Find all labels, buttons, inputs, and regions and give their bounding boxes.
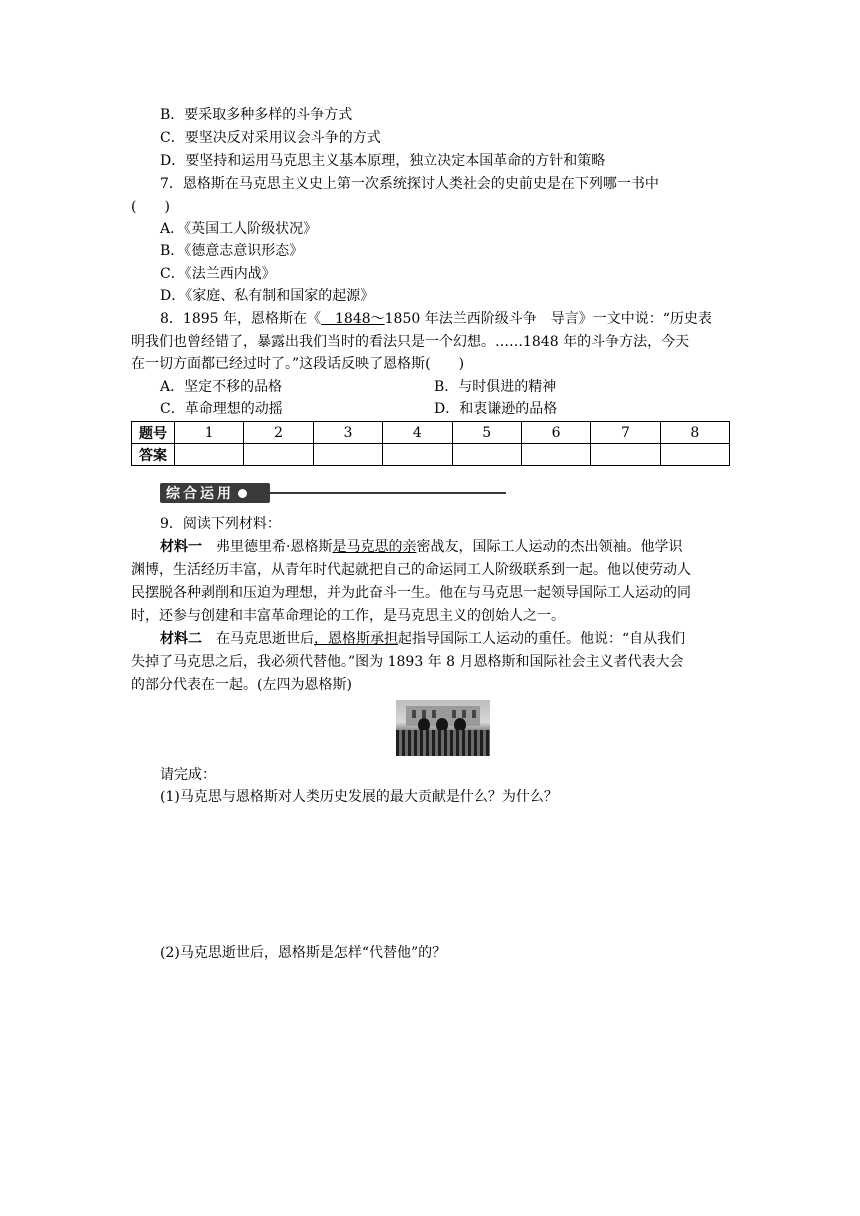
material-1-line4: 时，还参与创建和丰富革命理论的工作，是马克思主义的创始人之一。 [131, 608, 565, 624]
q7-option-b: B．《德意志意识形态》 [160, 243, 304, 259]
material-2-line1: 材料二 在马克思逝世后，恩格斯承担起指导国际工人运动的重任。他说：“自从我们 [160, 631, 686, 647]
section-divider [270, 492, 506, 494]
answer-table-number-row [132, 422, 730, 444]
q8-stem-line2: 明我们也曾经错了，暴露出我们当时的看法只是一个幻想。……1848 年的斗争方法，今天 [131, 334, 690, 350]
answer-cell[interactable] [383, 444, 452, 466]
task-prompt: 请完成： [160, 767, 216, 783]
section-banner [160, 483, 270, 503]
sub-question-2: (2)马克思逝世后，恩格斯是怎样“代替他”的？ [160, 945, 447, 961]
q8-option-a: A．坚定不移的品格 [160, 379, 283, 395]
table-number: 4 [383, 422, 452, 444]
answer-table-answer-row [132, 444, 730, 466]
material-1-line2: 渊博，生活经历丰富，从青年时代起就把自己的命运同工人阶级联系到一起。他以使劳动人 [131, 562, 691, 578]
q7-option-c: C．《法兰西内战》 [160, 266, 276, 282]
q6-option-c: C．要坚决反对采用议会斗争的方式 [160, 130, 381, 146]
q8-option-c: C．革命理想的动摇 [160, 401, 283, 417]
answer-cell[interactable] [660, 444, 729, 466]
q8-underlined: 1848～ [321, 311, 385, 327]
q6-option-b: B．要采取多种多样的斗争方式 [160, 107, 353, 123]
table-number: 6 [521, 422, 590, 444]
bullet-dot-icon [238, 489, 247, 498]
table-header-label: 题号 [132, 422, 175, 444]
table-number: 8 [660, 422, 729, 444]
answer-cell[interactable] [591, 444, 660, 466]
table-number: 2 [244, 422, 313, 444]
section-title: 综合运用 [166, 486, 234, 502]
q8-option-b: B．与时俱进的精神 [434, 379, 557, 395]
q7-answer-blank: ( ) [131, 199, 170, 215]
answer-cell[interactable] [313, 444, 382, 466]
table-number: 3 [313, 422, 382, 444]
table-number: 5 [452, 422, 521, 444]
answer-cell[interactable] [452, 444, 521, 466]
q7-option-d: D．《家庭、私有制和国家的起源》 [160, 288, 375, 304]
q6-option-d: D．要坚持和运用马克思主义基本原理，独立决定本国革命的方针和策略 [160, 153, 606, 169]
answer-cell[interactable] [175, 444, 244, 466]
answer-cell[interactable] [244, 444, 313, 466]
table-number: 1 [175, 422, 244, 444]
material-2-label: 材料二 [160, 631, 202, 647]
answer-table [131, 421, 730, 466]
q8-stem-line3: 在一切方面都已经过时了。”这段话反映了恩格斯( ) [131, 356, 465, 372]
material-1-line3: 民摆脱各种剥削和压迫为理想，并为此奋斗一生。他在与马克思一起领导国际工人运动的同 [131, 585, 691, 601]
table-number: 7 [591, 422, 660, 444]
q8-option-d: D．和衷谦逊的品格 [434, 401, 558, 417]
material-1-label: 材料一 [160, 539, 202, 555]
material-1-line1: 材料一 弗里德里希·恩格斯是马克思的亲密战友，国际工人运动的杰出领袖。他学识 [160, 539, 683, 555]
q7-option-a: A．《英国工人阶级状况》 [160, 221, 318, 237]
q7-stem: 7．恩格斯在马克思主义史上第一次系统探讨人类社会的史前史是在下列哪一书中 [160, 176, 659, 192]
material-2-line2: 失掉了马克思之后，我必须代替他。”图为 1893 年 8 月恩格斯和国际社会主义者代表大会 [131, 654, 684, 670]
q8-stem-line1: 8．1895 年，恩格斯在《 1848～1850 年法兰西阶级斗争 导言》一文中说：“历史表 [160, 311, 712, 327]
material-2-line3: 的部分代表在一起。(左四为恩格斯) [131, 677, 352, 693]
q9-title: 9．阅读下列材料： [160, 516, 281, 532]
answer-cell[interactable] [521, 444, 590, 466]
sub-question-1: (1)马克思与恩格斯对人类历史发展的最大贡献是什么？为什么？ [160, 789, 558, 805]
table-answer-label: 答案 [132, 444, 175, 466]
historical-photo [396, 700, 490, 756]
